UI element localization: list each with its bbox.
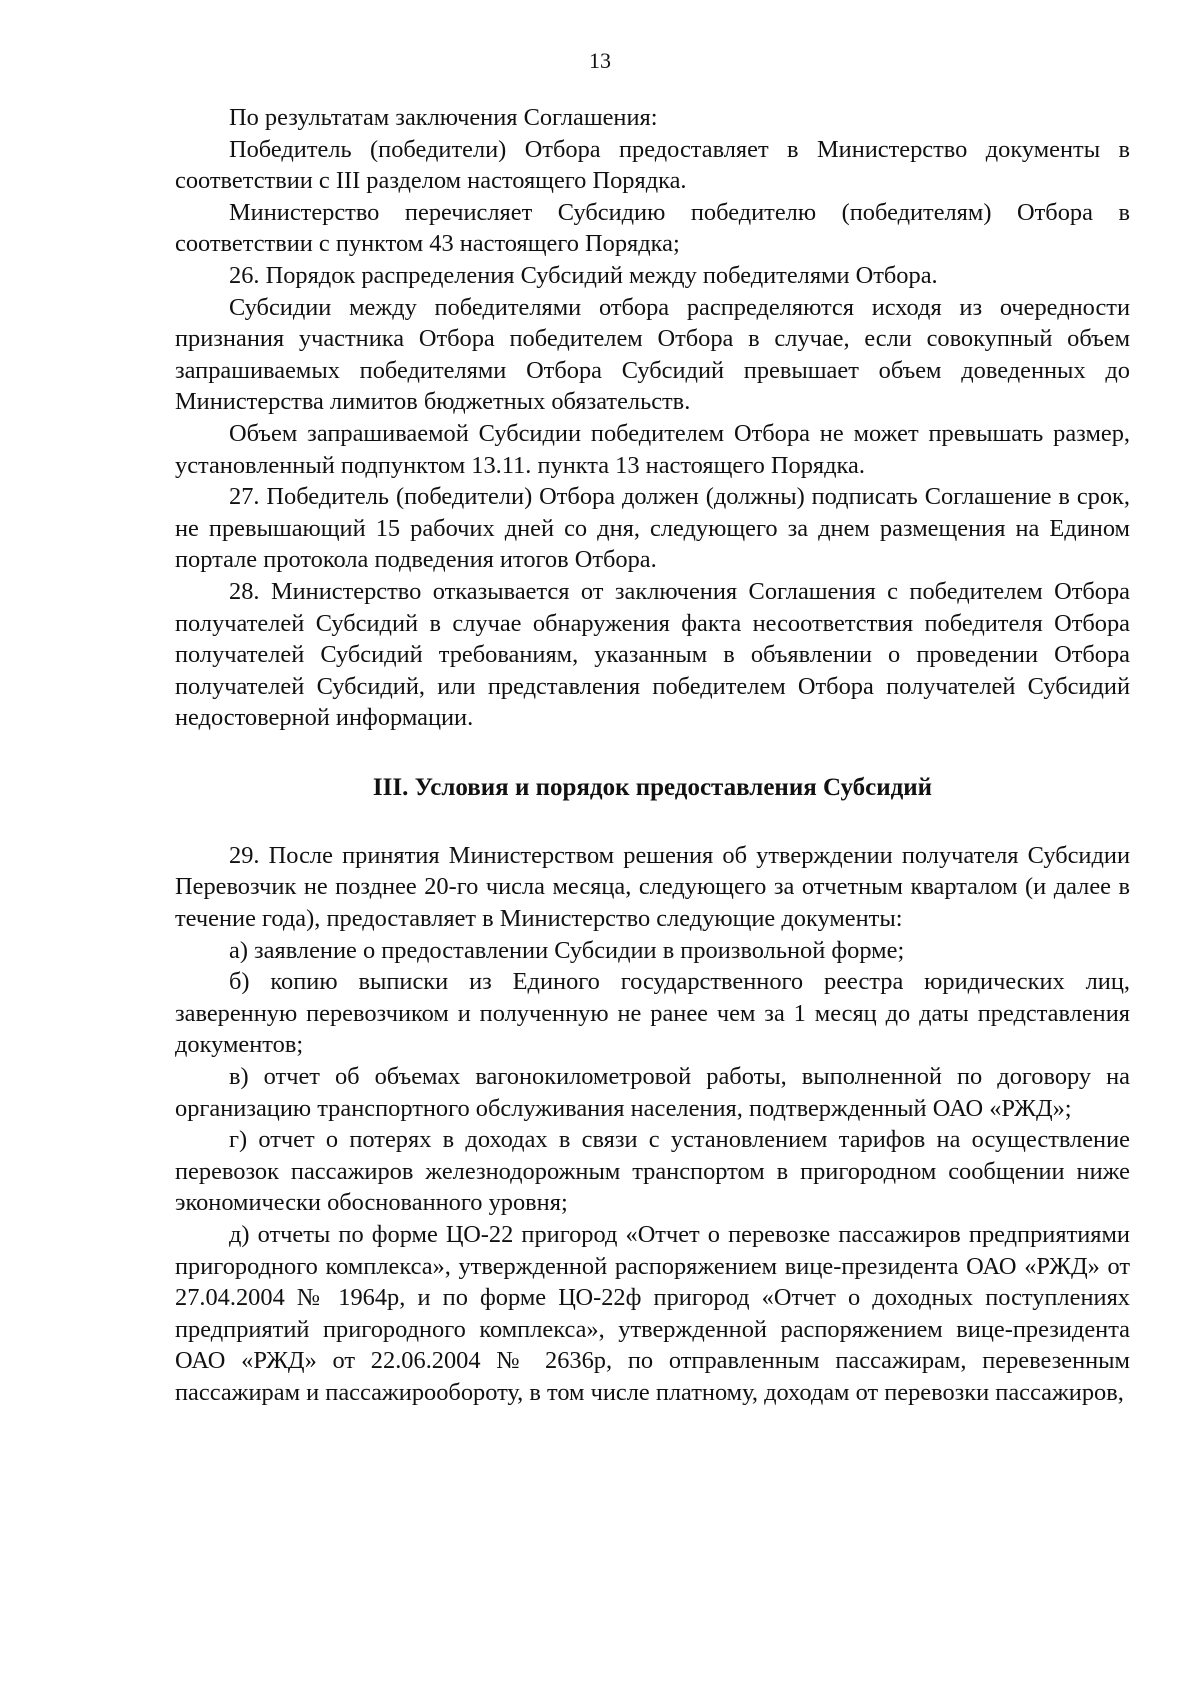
paragraph: 26. Порядок распределения Субсидий между победителями Отбора. — [229, 261, 938, 289]
paragraph: 27. Победитель (победители) Отбора должен (должны) подписать Соглашение в срок, не превышающий 15 рабочих дней со дня, следующего за днем размещения на Едином портале протокола подведения итогов Отбора. — [175, 483, 1130, 574]
list-item: в) отчет об объемах вагонокилометровой работы, выполненной по договору на организацию транспортного обслуживания населения, подтвержденный ОАО «РЖД»; — [175, 1063, 1130, 1122]
paragraph: Победитель (победители) Отбора предоставляет в Министерство документы в соответствии с III разделом настоящего Порядка. — [175, 135, 1130, 195]
list-item: д) отчеты по форме ЦО-22 пригород «Отчет о перевозке пассажиров предприятиями пригородного комплекса», утвержденной распоряжением вице-президента ОАО «РЖД» от 27.04.2004 № 1964р, и по форме ЦО-22ф пригород «Отчет о доходных поступлениях предприятий пригородного комплекса», утвержденной распоряжением вице-президента ОАО «РЖД» от 22.06.2004 № 2636р, по отправленным пассажирам, перевезенным пассажирам и пассажирообороту, в том числе платному, доходам от перевозки пассажиров, — [175, 1221, 1130, 1406]
list-item: б) копию выписки из Единого государственного реестра юридических лиц, заверенную перевозчиком и полученную не ранее чем за 1 месяц до даты представления документов; — [175, 968, 1130, 1059]
document-body — [175, 102, 1130, 1409]
paragraph: 28. Министерство отказывается от заключения Соглашения с победителем Отбора получателей Субсидий в случае обнаружения факта несоответствия победителя Отбора получателей Субсидий требованиям, указанным в объявлении о проведении Отбора получателей Субсидий, или представления победителем Отбора получателей Субсидий недостоверной информации. — [175, 577, 1130, 732]
paragraph: 29. После принятия Министерством решения об утверждении получателя Субсидии Перевозчик не позднее 20-го числа месяца, следующего за отчетным кварталом (и далее в течение года), предоставляет в Министерство следующие документы: — [175, 841, 1130, 933]
list-item: а) заявление о предоставлении Субсидии в произвольной форме; — [229, 936, 905, 964]
list-item: г) отчет о потерях в доходах в связи с установлением тарифов на осуществление перевозок пассажиров железнодорожным транспортом в пригородном сообщении ниже экономически обоснованного уровня; — [175, 1126, 1130, 1217]
paragraph: Объем запрашиваемой Субсидии победителем Отбора не может превышать размер, установленный подпунктом 13.11. пункта 13 настоящего Порядка. — [175, 419, 1130, 479]
paragraph: Субсидии между победителями отбора распределяются исходя из очередности признания участника Отбора победителем Отбора в случае, если совокупный объем запрашиваемых победителями Отбора Субсидий превышает объем доведенных до Министерства лимитов бюджетных обязательств. — [175, 293, 1130, 416]
section-heading: III. Условия и порядок предоставления Субсидий — [372, 773, 933, 801]
page-number: 13 — [589, 48, 611, 73]
paragraph: По результатам заключения Соглашения: — [229, 104, 658, 131]
paragraph: Министерство перечисляет Субсидию победителю (победителям) Отбора в соответствии с пунктом 43 настоящего Порядка; — [175, 198, 1130, 258]
